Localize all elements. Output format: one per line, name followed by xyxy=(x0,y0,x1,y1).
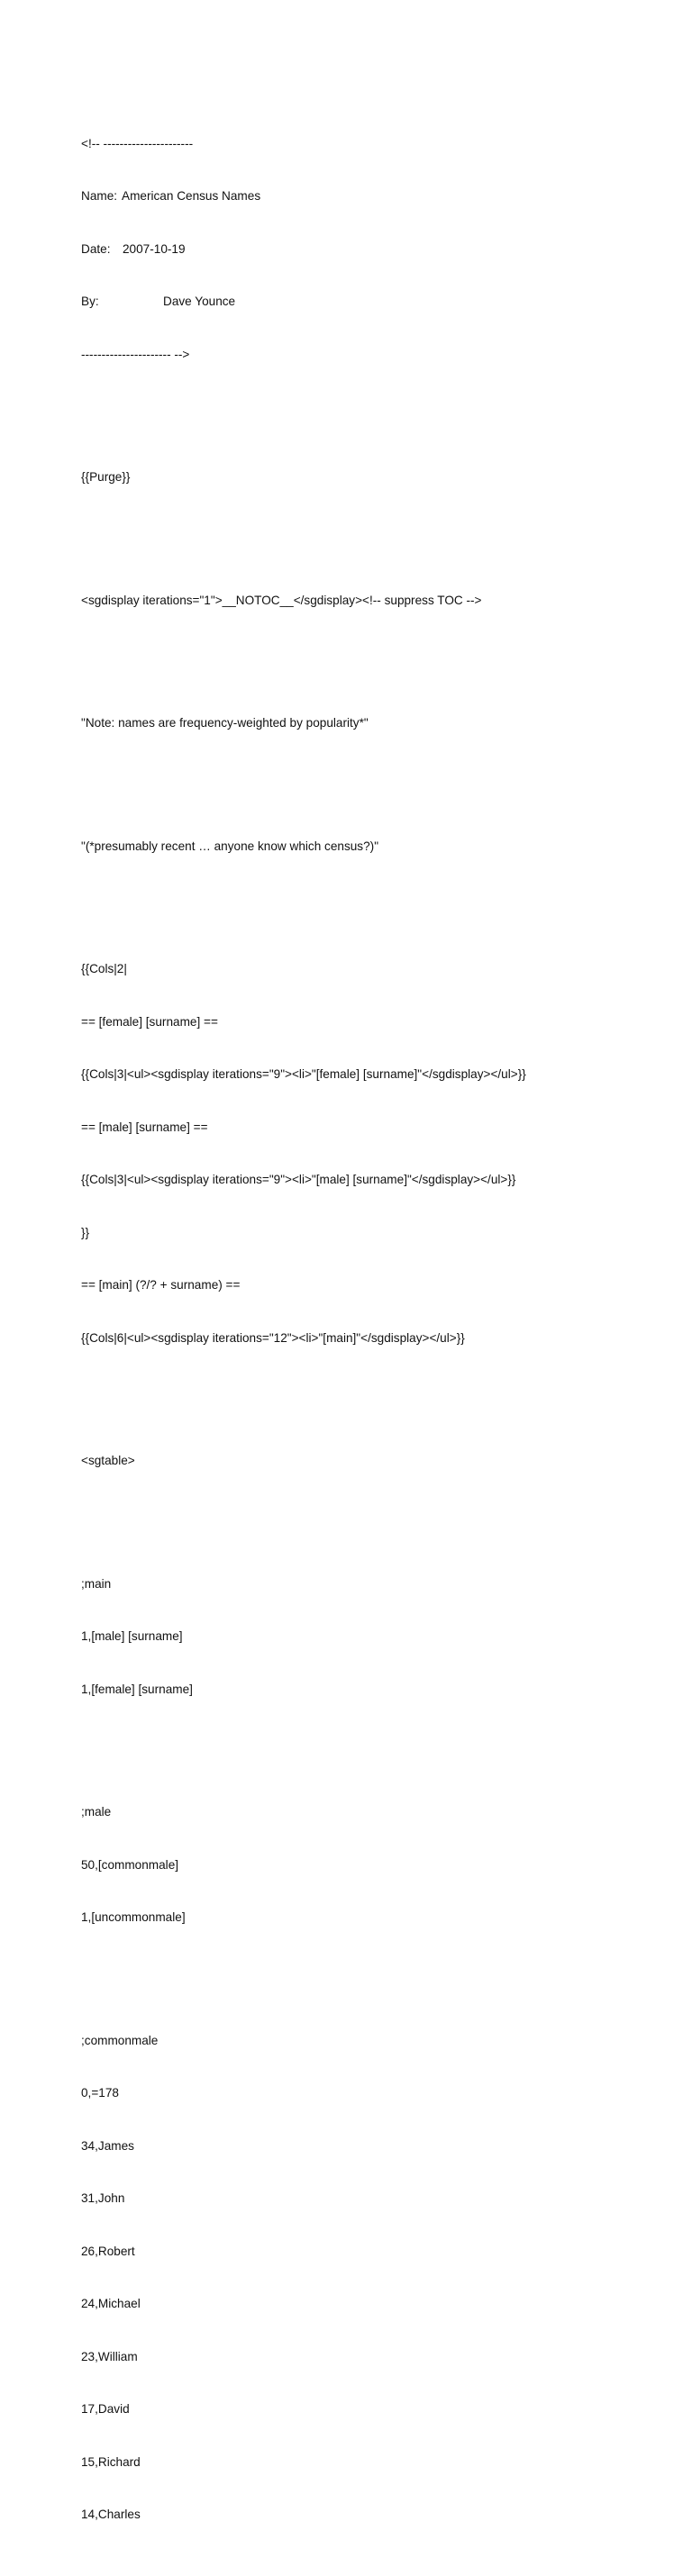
table-line: 1,[male] [surname] xyxy=(81,1629,183,1643)
cols-line: == [female] [surname] == xyxy=(81,1014,218,1029)
name-row xyxy=(81,187,676,205)
blank-line xyxy=(81,416,676,434)
cols-line: == [main] (?/? + surname) == xyxy=(81,1278,241,1292)
name-label: Name: xyxy=(81,189,118,203)
cols-line: }} xyxy=(81,1225,90,1239)
table-line: 34,James xyxy=(81,2138,134,2153)
cols-line: == [male] [surname] == xyxy=(81,1120,208,1134)
sgdisplay-notoc-line: <sgdisplay iterations="1">__NOTOC__</sgdisplay><!-- suppress TOC --> xyxy=(81,593,482,607)
table-line: ;commonmale xyxy=(81,2033,159,2047)
table-line: 15,Richard xyxy=(81,2454,141,2469)
purge-line: {{Purge}} xyxy=(81,470,131,484)
table-line: 23,William xyxy=(81,2349,138,2363)
table-line: 17,David xyxy=(81,2402,130,2416)
cols-line: {{Cols|3|<ul><sgdisplay iterations="9"><li>"[male] [surname]"</sgdisplay></ul>}} xyxy=(81,1173,516,1186)
table-line: 1,[female] [surname] xyxy=(81,1682,193,1696)
table-line: ;male xyxy=(81,1805,112,1819)
blank-line xyxy=(81,1751,676,1769)
blank-line xyxy=(81,539,676,557)
table-line: ;main xyxy=(81,1576,112,1591)
cols-line: {{Cols|6|<ul><sgdisplay iterations="12"><li>"[main]"</sgdisplay></ul>}} xyxy=(81,1330,465,1345)
blank-line xyxy=(81,1522,676,1540)
cols-line: {{Cols|3|<ul><sgdisplay iterations="9"><li>"[female] [surname]"</sgdisplay></ul>}} xyxy=(81,1067,526,1081)
by-label: By: xyxy=(81,295,99,308)
by-row xyxy=(81,293,676,311)
date-row xyxy=(81,240,676,259)
note-line: "(*presumably recent … anyone know which census?)" xyxy=(81,839,379,853)
by-value: Dave Younce xyxy=(163,295,236,308)
blank-line xyxy=(81,1979,676,1997)
table-line: 26,Robert xyxy=(81,2244,135,2258)
table-line: 1,[uncommonmale] xyxy=(81,1910,186,1924)
blank-line xyxy=(81,1400,676,1418)
cols-line: {{Cols|2| xyxy=(81,962,127,975)
comment-close-line: ---------------------- --> xyxy=(81,347,190,361)
comment-open-line: <!-- ---------------------- xyxy=(81,136,194,150)
date-label: Date: xyxy=(81,241,111,256)
sgtable-line: <sgtable> xyxy=(81,1454,135,1467)
date-value: 2007-10-19 xyxy=(123,241,186,256)
table-line: 50,[commonmale] xyxy=(81,1857,179,1872)
document-body xyxy=(81,82,676,2576)
name-value: American Census Names xyxy=(122,189,261,203)
table-line: 0,=178 xyxy=(81,2086,119,2100)
blank-line xyxy=(81,662,676,680)
note-line: "Note: names are frequency-weighted by popularity*" xyxy=(81,716,369,730)
table-line: 31,John xyxy=(81,2191,125,2205)
blank-line xyxy=(81,908,676,926)
table-line: 14,Charles xyxy=(81,2508,141,2521)
table-line: 24,Michael xyxy=(81,2297,141,2310)
blank-line xyxy=(81,785,676,803)
